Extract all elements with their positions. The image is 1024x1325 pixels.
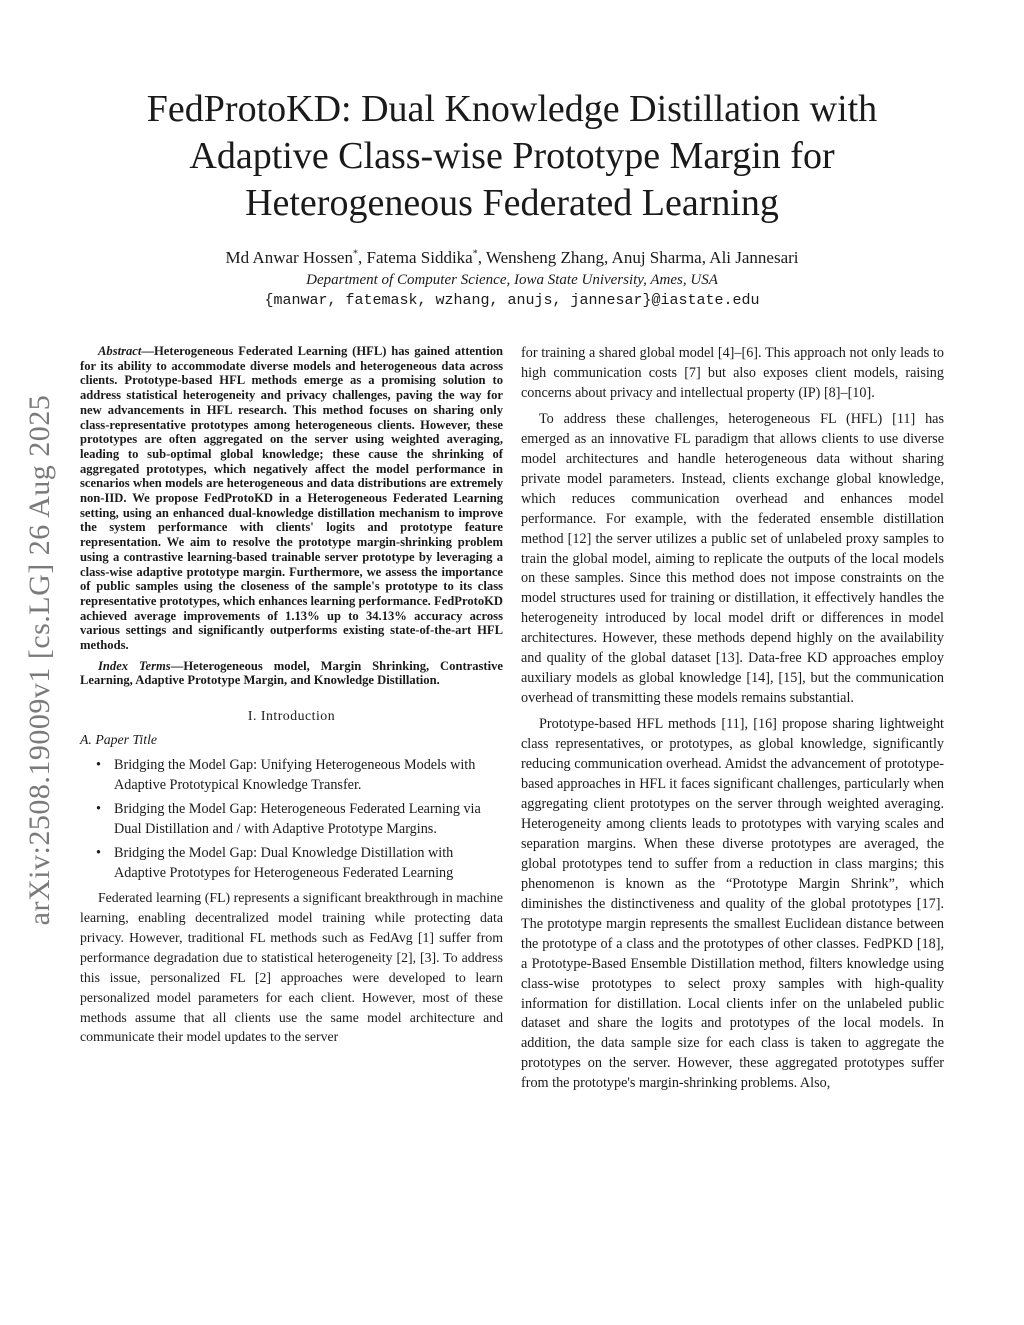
body-paragraph: for training a shared global model [4]–[6]. This approach not only leads to high communication costs [7] but also exposes client models, raising concerns about privacy and intellectual property (IP) [8]–[10].: [521, 345, 944, 401]
author-separator: ,: [357, 248, 367, 267]
list-item-text: Bridging the Model Gap: Unifying Heterogeneous Models with Adaptive Prototypical Knowledge Transfer.: [114, 757, 476, 794]
right-column: [521, 344, 944, 1100]
index-terms: [80, 659, 503, 688]
affiliation: Department of Computer Science, Iowa State University, Ames, USA: [306, 272, 718, 288]
equal-contribution-mark: *: [352, 248, 358, 260]
abstract: [80, 344, 503, 653]
list-item: [96, 844, 503, 884]
index-terms-label: Index Terms: [98, 658, 171, 673]
list-item-text: Bridging the Model Gap: Dual Knowledge Distillation with Adaptive Prototypes for Heterogeneous Federated Learning: [114, 844, 454, 881]
abstract-label: Abstract: [98, 344, 142, 358]
abstract-dash: —: [141, 344, 154, 358]
bullet-icon: •: [96, 757, 101, 774]
section-heading-introduction: I. Introduction: [247, 708, 336, 724]
body-paragraph: Federated learning (FL) represents a significant breakthrough in machine learning, enabling decentralized model training while protecting data privacy. However, traditional FL methods such as FedAvg [1] suffer from performance degradation due to statistical heterogeneity [2], [3]. To address this issue, personalized FL [2] approaches were developed to learn personalized model parameters for each client. However, most of these methods assume that all clients use the same model architecture and communicate their model updates to the server: [80, 889, 503, 1045]
body-paragraph: To address these challenges, heterogeneous FL (HFL) [11] has emerged as an innovative FL paradigm that allows clients to use diverse model architectures and handle heterogeneous data without sharing private model parameters. Instead, clients exchange global knowledge, which reduces communication overhead and enhances model performance. For example, with the federated ensemble distillation method [12] the server utilizes a public set of unlabeled proxy samples to train the global model, aiming to replicate the outputs of the local models on these samples. Since this method does not impose constraints on the model structures used for training or distillation, it effectively handles the heterogeneity introduced by local model drift or differences in model architectures. However, these methods depend highly on the availability and quality of the global dataset [13]. Data-free KD approaches employ auxiliary models as global knowledge [14], [15], but the communication overhead of transmitting these models remains substantial.: [521, 410, 944, 707]
title-line: FedProtoKD: Dual Knowledge Distillation with: [146, 88, 878, 130]
left-column: [80, 344, 503, 1047]
author-list: [80, 248, 944, 268]
title-line: Heterogeneous Federated Learning: [245, 182, 779, 224]
abstract-text: Heterogeneous Federated Learning (HFL) has gained attention for its ability to accommodate diverse models and heterogeneous data across clients. Prototype-based HFL methods emerge as a promising solution to address statistical heterogeneity and privacy challenges, paving the way for new advancements in HFL research. This method focuses on sharing only class-representative prototypes among heterogeneous clients. However, these prototypes are often aggregated on the server using weighted averaging, leading to sub-optimal global knowledge; these cause the shrinking of aggregated prototypes, which negatively affect the model performance in scenarios when models are heterogeneous and data distributions are extremely non-IID. We propose FedProtoKD in a Heterogeneous Federated Learning setting, using an enhanced dual-knowledge distillation mechanism to improve the system performance with clients' logits and prototype feature representation. We aim to resolve the prototype margin-shrinking problem using a contrastive learning-based trainable server prototype by leveraging a class-wise adaptive prototype margin. Furthermore, we assess the importance of public samples using the closeness of the sample's prototype to its class representative prototypes, which enhances learning performance. FedProtoKD achieved average improvements of 1.13% up to 34.13% accuracy across various settings and significantly outperforms existing state-of-the-art HFL methods.: [80, 344, 504, 653]
list-item: [96, 756, 503, 796]
bullet-icon: •: [96, 800, 101, 817]
list-item-text: Bridging the Model Gap: Heterogeneous Federated Learning via Dual Distillation and / with Adaptive Prototype Margins.: [114, 800, 481, 837]
arxiv-side-stamp: arXiv:2508.19009v1 [cs.LG] 26 Aug 2025: [23, 394, 56, 926]
title-line: Adaptive Class-wise Prototype Margin for: [189, 135, 835, 177]
author-name: Md Anwar Hossen: [225, 248, 353, 267]
title-options-list: [80, 756, 503, 884]
author-names-rest: , Wensheng Zhang, Anuj Sharma, Ali Jannesari: [477, 248, 799, 267]
author-emails: {manwar, fatemask, wzhang, anujs, jannesar}@iastate.edu: [264, 292, 760, 309]
index-terms-dash: —: [170, 658, 184, 673]
index-terms-text: Heterogeneous model, Margin Shrinking, Contrastive Learning, Adaptive Prototype Margin, and Knowledge Distillation.: [80, 658, 504, 688]
list-item: [96, 800, 503, 840]
subsection-heading-paper-title: A. Paper Title: [80, 732, 158, 748]
paper-title: [80, 86, 944, 227]
body-paragraph: Prototype-based HFL methods [11], [16] propose sharing lightweight class representatives, or prototypes, as global knowledge, significantly reducing communication overhead. Amidst the advancement of prototype-based approaches in HFL it faces significant challenges, particularly when aggregating client prototypes on the server through weighted averaging. Heterogeneity among clients leads to prototypes with varying scales and separation margins. When these diverse prototypes are averaged, the global prototypes tend to suffer from a reduction in class margins; this phenomenon is known as the “Prototype Margin Shrink”, which diminishes the distinctiveness and quality of the global prototypes [17]. The prototype margin represents the smallest Euclidean distance between the prototype of a class and the prototypes of other classes. FedPKD [18], a Prototype-Based Ensemble Distillation method, filters knowledge using class-wise prototypes to select proxy samples with high-quality information for distillation. Local clients infer on the unlabeled public dataset and share the logits and prototypes of the local models. In addition, the data sample size for each class is taken to aggregate the prototypes on the server. However, these aggregated prototypes suffer from the prototype's margin-shrinking problems. Also,: [521, 716, 944, 1092]
author-name: Fatema Siddika: [366, 248, 473, 267]
bullet-icon: •: [96, 844, 101, 861]
equal-contribution-mark: *: [472, 248, 478, 260]
